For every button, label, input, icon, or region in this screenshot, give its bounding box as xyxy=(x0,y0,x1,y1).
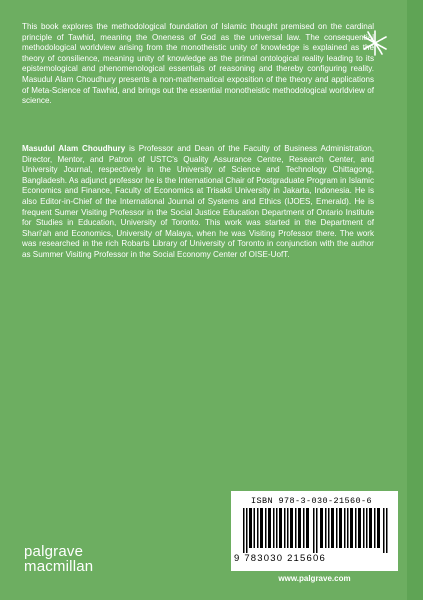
barcode-digits: 9 783030 215606 xyxy=(234,553,326,564)
spine-edge xyxy=(407,0,423,600)
publisher-logo xyxy=(24,544,93,574)
author-name: Masudul Alam Choudhury xyxy=(22,144,126,153)
publisher-name-line2: macmillan xyxy=(24,558,94,575)
author-bio-text: is Professor and Dean of the Faculty of Business Administration, Director, Mentor, and Patron of USTC's Quality Assurance Centre, Research Center, and University Journal, respectively in the University of Science and Technology Chittagong, Bangladesh. As adjunct professor he is the International Chair of Postgraduate Program in Islamic Economics and Finance, Faculty of Economics at Trisakti University in Jakarta, Indonesia. He is also Editor-in-Chief of the International Journal of Systems and Ethics (IJOES, Emerald). He is frequent Sumer Visiting Professor in the Social Justice Education Department of Ontario Institute for Studies in Education, University of Toronto. This work was started in the Department of Shari'ah and Economics, University of Malaya, when he was Visiting Professor there. The work was researched in the rich Robarts Library of University of Toronto in conjunction with the author as Summer Visiting Professor in the Social Economy Center of OISE-UofT. xyxy=(22,144,374,259)
publisher-url-bar xyxy=(231,571,398,587)
barcode-icon xyxy=(243,508,388,553)
barcode-panel xyxy=(231,491,398,587)
author-biography xyxy=(22,144,374,261)
publisher-url[interactable]: www.palgrave.com xyxy=(278,574,351,583)
book-description: This book explores the methodological foundation of Islamic thought premised on the cardinal principle of Tawhid, meaning the Oneness of God as the universal law. The consequential methodological worldview arising from the monotheistic unity of knowledge is explained as the theory of consilience, meaning unity of knowledge as the primal ontological reality leading to its epistemological and phenomenological essentials of reasoning and thereby configuring reality. Masudul Alam Choudhury presents a non-mathematical exposition of the theory and applications of Meta-Science of Tawhid, and brings out the essential monotheistic methodological worldview of science. xyxy=(22,22,374,106)
isbn-label: ISBN 978-3-030-21560-6 xyxy=(251,496,373,506)
publisher-name-line1: palgrave xyxy=(24,543,84,560)
